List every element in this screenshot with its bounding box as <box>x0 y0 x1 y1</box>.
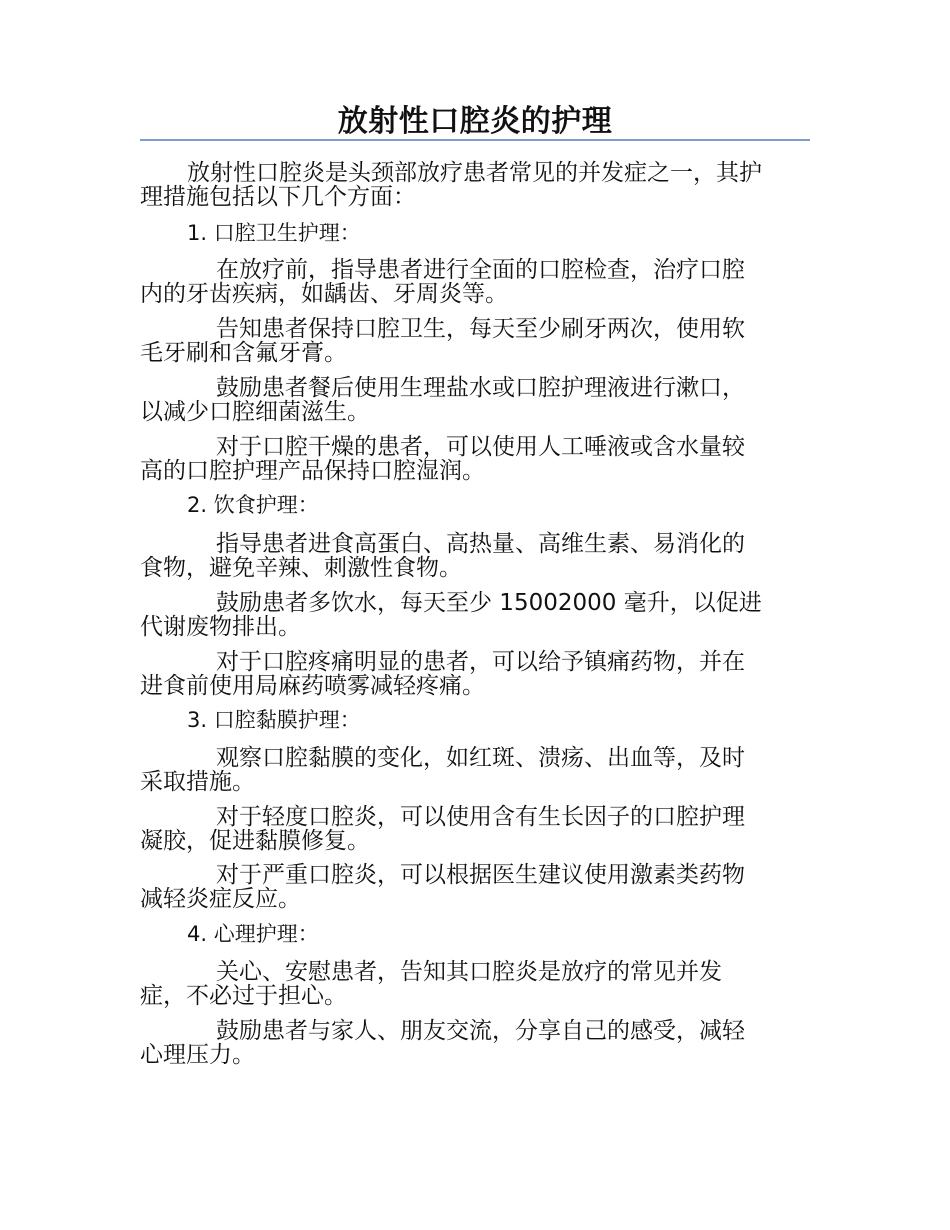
paragraph-line: 对于严重口腔炎，可以根据医生建议使用激素类药物 <box>216 862 745 888</box>
paragraph-line: 对于口腔干燥的患者，可以使用人工唾液或含水量较 <box>216 434 745 460</box>
paragraph-line: 对于轻度口腔炎，可以使用含有生长因子的口腔护理 <box>216 804 745 830</box>
paragraph-line: 高的口腔护理产品保持口腔湿润。 <box>140 458 485 484</box>
paragraph-line: 凝胶，促进黏膜修复。 <box>140 828 370 854</box>
paragraph-line: 鼓励患者与家人、朋友交流，分享自己的感受，减轻 <box>216 1018 745 1044</box>
paragraph-line: 心理压力。 <box>140 1042 255 1068</box>
list-item <box>140 960 810 1008</box>
paragraph-line: 采取措施。 <box>140 769 255 795</box>
intro-paragraph <box>140 161 810 209</box>
paragraph-line: 告知患者保持口腔卫生，每天至少刷牙两次，使用软 <box>216 316 745 342</box>
paragraph-line: 放射性口腔炎是头颈部放疗患者常见的并发症之一，其护 <box>187 160 762 186</box>
paragraph-line: 关心、安慰患者，告知其口腔炎是放疗的常见并发 <box>216 959 722 985</box>
document-title: 放射性口腔炎的护理 <box>337 104 613 139</box>
list-item <box>140 746 810 794</box>
paragraph-line: 减轻炎症反应。 <box>140 886 301 912</box>
list-item <box>140 1019 810 1067</box>
list-item <box>140 258 810 306</box>
paragraph-line: 对于口腔疼痛明显的患者，可以给予镇痛药物，并在 <box>216 649 745 675</box>
list-item <box>140 591 810 639</box>
paragraph-line: 食物，避免辛辣、刺激性食物。 <box>140 555 462 581</box>
section-heading-3: 3. 口腔黏膜护理： <box>187 708 361 732</box>
list-item <box>140 435 810 483</box>
list-item <box>140 317 810 365</box>
list-item <box>140 805 810 853</box>
list-item <box>140 650 810 698</box>
section-heading-2: 2. 饮食护理： <box>187 493 319 517</box>
paragraph-line: 观察口腔黏膜的变化，如红斑、溃疡、出血等，及时 <box>216 745 745 771</box>
section-heading-4: 4. 心理护理： <box>187 922 319 946</box>
paragraph-line: 代谢废物排出。 <box>140 614 301 640</box>
paragraph-line: 鼓励患者餐后使用生理盐水或口腔护理液进行漱口， <box>216 375 745 401</box>
paragraph-line: 毛牙刷和含氟牙膏。 <box>140 340 347 366</box>
paragraph-line: 以减少口腔细菌滋生。 <box>140 399 370 425</box>
paragraph-line: 症，不必过于担心。 <box>140 983 347 1009</box>
list-item <box>140 532 810 580</box>
title-divider <box>140 139 810 141</box>
paragraph-line: 指导患者进食高蛋白、高热量、高维生素、易消化的 <box>216 531 745 557</box>
paragraph-line: 进食前使用局麻药喷雾减轻疼痛。 <box>140 673 485 699</box>
paragraph-line: 鼓励患者多饮水，每天至少 15002000 毫升，以促进 <box>216 590 762 616</box>
list-item <box>140 376 810 424</box>
paragraph-line: 在放疗前，指导患者进行全面的口腔检查，治疗口腔 <box>216 257 745 283</box>
list-item <box>140 863 810 911</box>
paragraph-line: 理措施包括以下几个方面： <box>140 184 416 210</box>
section-heading-1: 1. 口腔卫生护理： <box>187 221 361 245</box>
paragraph-line: 内的牙齿疾病，如龋齿、牙周炎等。 <box>140 281 508 307</box>
